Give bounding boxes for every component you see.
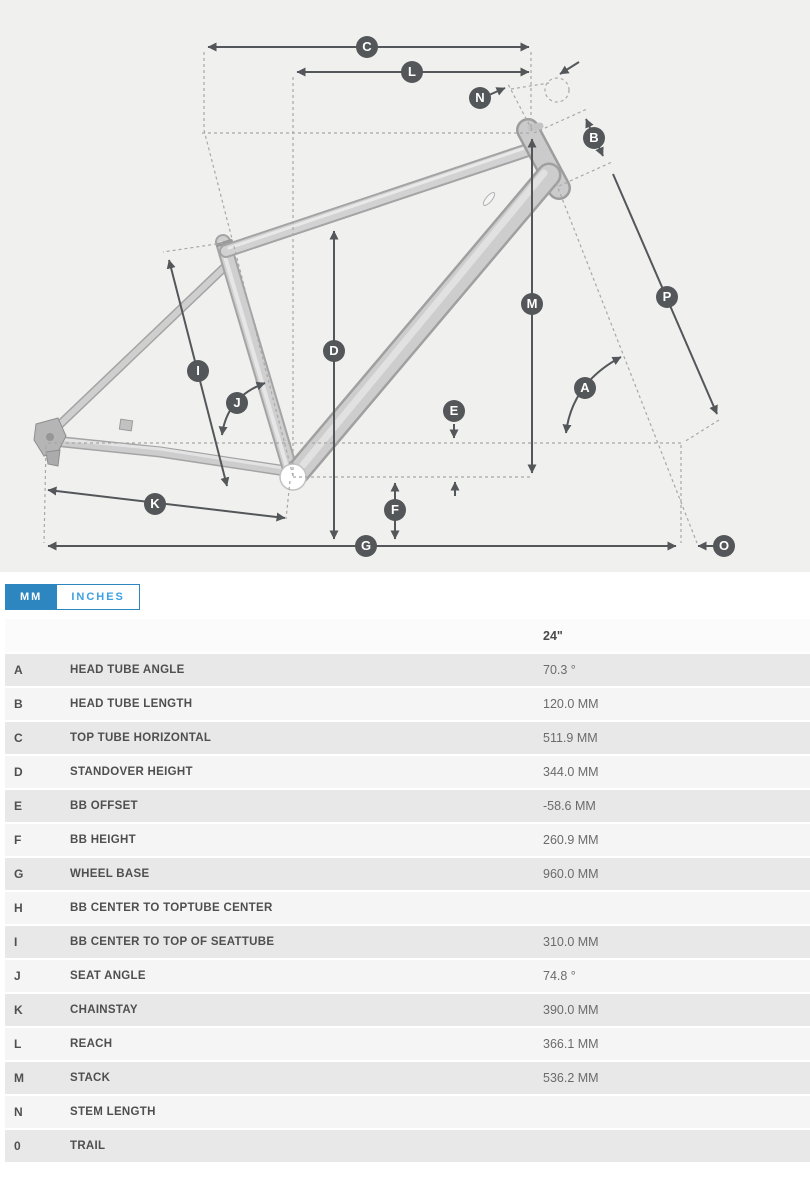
- dimension-badge-g: G: [355, 535, 377, 557]
- row-value: 74.8 °: [543, 969, 576, 983]
- row-label: BB OFFSET: [70, 800, 138, 812]
- row-letter: E: [14, 799, 23, 813]
- dimension-badge-k: K: [144, 493, 166, 515]
- table-row: [5, 756, 810, 788]
- geometry-diagram: [0, 0, 810, 572]
- row-letter: M: [14, 1071, 24, 1085]
- row-value: -58.6 MM: [543, 799, 596, 813]
- dimension-badge-i: I: [187, 360, 209, 382]
- dimension-badge-d: D: [323, 340, 345, 362]
- table-row: [5, 1028, 810, 1060]
- table-row: [5, 892, 810, 924]
- dimension-badge-a: A: [574, 377, 596, 399]
- row-letter: N: [14, 1105, 23, 1119]
- table-row: [5, 960, 810, 992]
- row-letter: A: [14, 663, 23, 677]
- mm-button[interactable]: MM: [5, 584, 57, 610]
- table-row: [5, 858, 810, 890]
- dimension-badge-m: M: [521, 293, 543, 315]
- bike-frame-art: [34, 126, 559, 490]
- row-label: BB HEIGHT: [70, 834, 136, 846]
- row-label: HEAD TUBE LENGTH: [70, 698, 193, 710]
- row-value: 960.0 MM: [543, 867, 599, 881]
- row-value: 511.9 MM: [543, 731, 598, 745]
- row-letter: I: [14, 935, 18, 949]
- dimension-badge-p: P: [656, 286, 678, 308]
- dimension-badge-b: B: [583, 127, 605, 149]
- row-letter: F: [14, 833, 22, 847]
- row-letter: K: [14, 1003, 23, 1017]
- row-label: STACK: [70, 1072, 111, 1084]
- dimension-badge-f: F: [384, 499, 406, 521]
- row-label: TRAIL: [70, 1140, 106, 1152]
- table-row: [5, 824, 810, 856]
- row-label: BB CENTER TO TOPTUBE CENTER: [70, 902, 273, 914]
- dimension-badge-n: N: [469, 87, 491, 109]
- dimension-badge-o: O: [713, 535, 735, 557]
- row-letter: H: [14, 901, 23, 915]
- table-row: [5, 994, 810, 1026]
- table-row: [5, 654, 810, 686]
- row-letter: B: [14, 697, 23, 711]
- row-label: HEAD TUBE ANGLE: [70, 664, 185, 676]
- row-value: 260.9 MM: [543, 833, 599, 847]
- row-label: STANDOVER HEIGHT: [70, 766, 193, 778]
- dimension-badge-j: J: [226, 392, 248, 414]
- row-label: SEAT ANGLE: [70, 970, 146, 982]
- table-row: [5, 1130, 810, 1162]
- table-header-row: [5, 619, 810, 652]
- row-letter: G: [14, 867, 24, 881]
- dimension-arrows: [48, 47, 717, 546]
- table-rows: [5, 654, 810, 1162]
- table-row: [5, 1062, 810, 1094]
- geometry-table: [5, 619, 810, 1162]
- row-value: 366.1 MM: [543, 1037, 599, 1051]
- row-label: CHAINSTAY: [70, 1004, 138, 1016]
- unit-toggle: [5, 584, 810, 610]
- row-value: 310.0 MM: [543, 935, 599, 949]
- row-label: WHEEL BASE: [70, 868, 150, 880]
- row-label: TOP TUBE HORIZONTAL: [70, 732, 212, 744]
- table-row: [5, 926, 810, 958]
- dimension-badge-l: L: [401, 61, 423, 83]
- row-label: BB CENTER TO TOP OF SEATTUBE: [70, 936, 275, 948]
- row-letter: L: [14, 1037, 22, 1051]
- row-value: 344.0 MM: [543, 765, 599, 779]
- table-row: [5, 790, 810, 822]
- dimension-badge-e: E: [443, 400, 465, 422]
- table-row: [5, 688, 810, 720]
- row-letter: D: [14, 765, 23, 779]
- frame-diagram-graphic: [0, 0, 810, 572]
- dimension-badge-c: C: [356, 36, 378, 58]
- row-label: REACH: [70, 1038, 113, 1050]
- row-label: STEM LENGTH: [70, 1106, 156, 1118]
- row-value: 120.0 MM: [543, 697, 599, 711]
- size-header: 24": [543, 628, 563, 643]
- table-row: [5, 1096, 810, 1128]
- row-value: 70.3 °: [543, 663, 576, 677]
- row-letter: J: [14, 969, 21, 983]
- inches-button[interactable]: INCHES: [57, 584, 140, 610]
- row-value: 390.0 MM: [543, 1003, 599, 1017]
- row-letter: 0: [14, 1139, 21, 1153]
- row-value: 536.2 MM: [543, 1071, 599, 1085]
- row-letter: C: [14, 731, 23, 745]
- table-row: [5, 722, 810, 754]
- construction-lines: [44, 52, 719, 543]
